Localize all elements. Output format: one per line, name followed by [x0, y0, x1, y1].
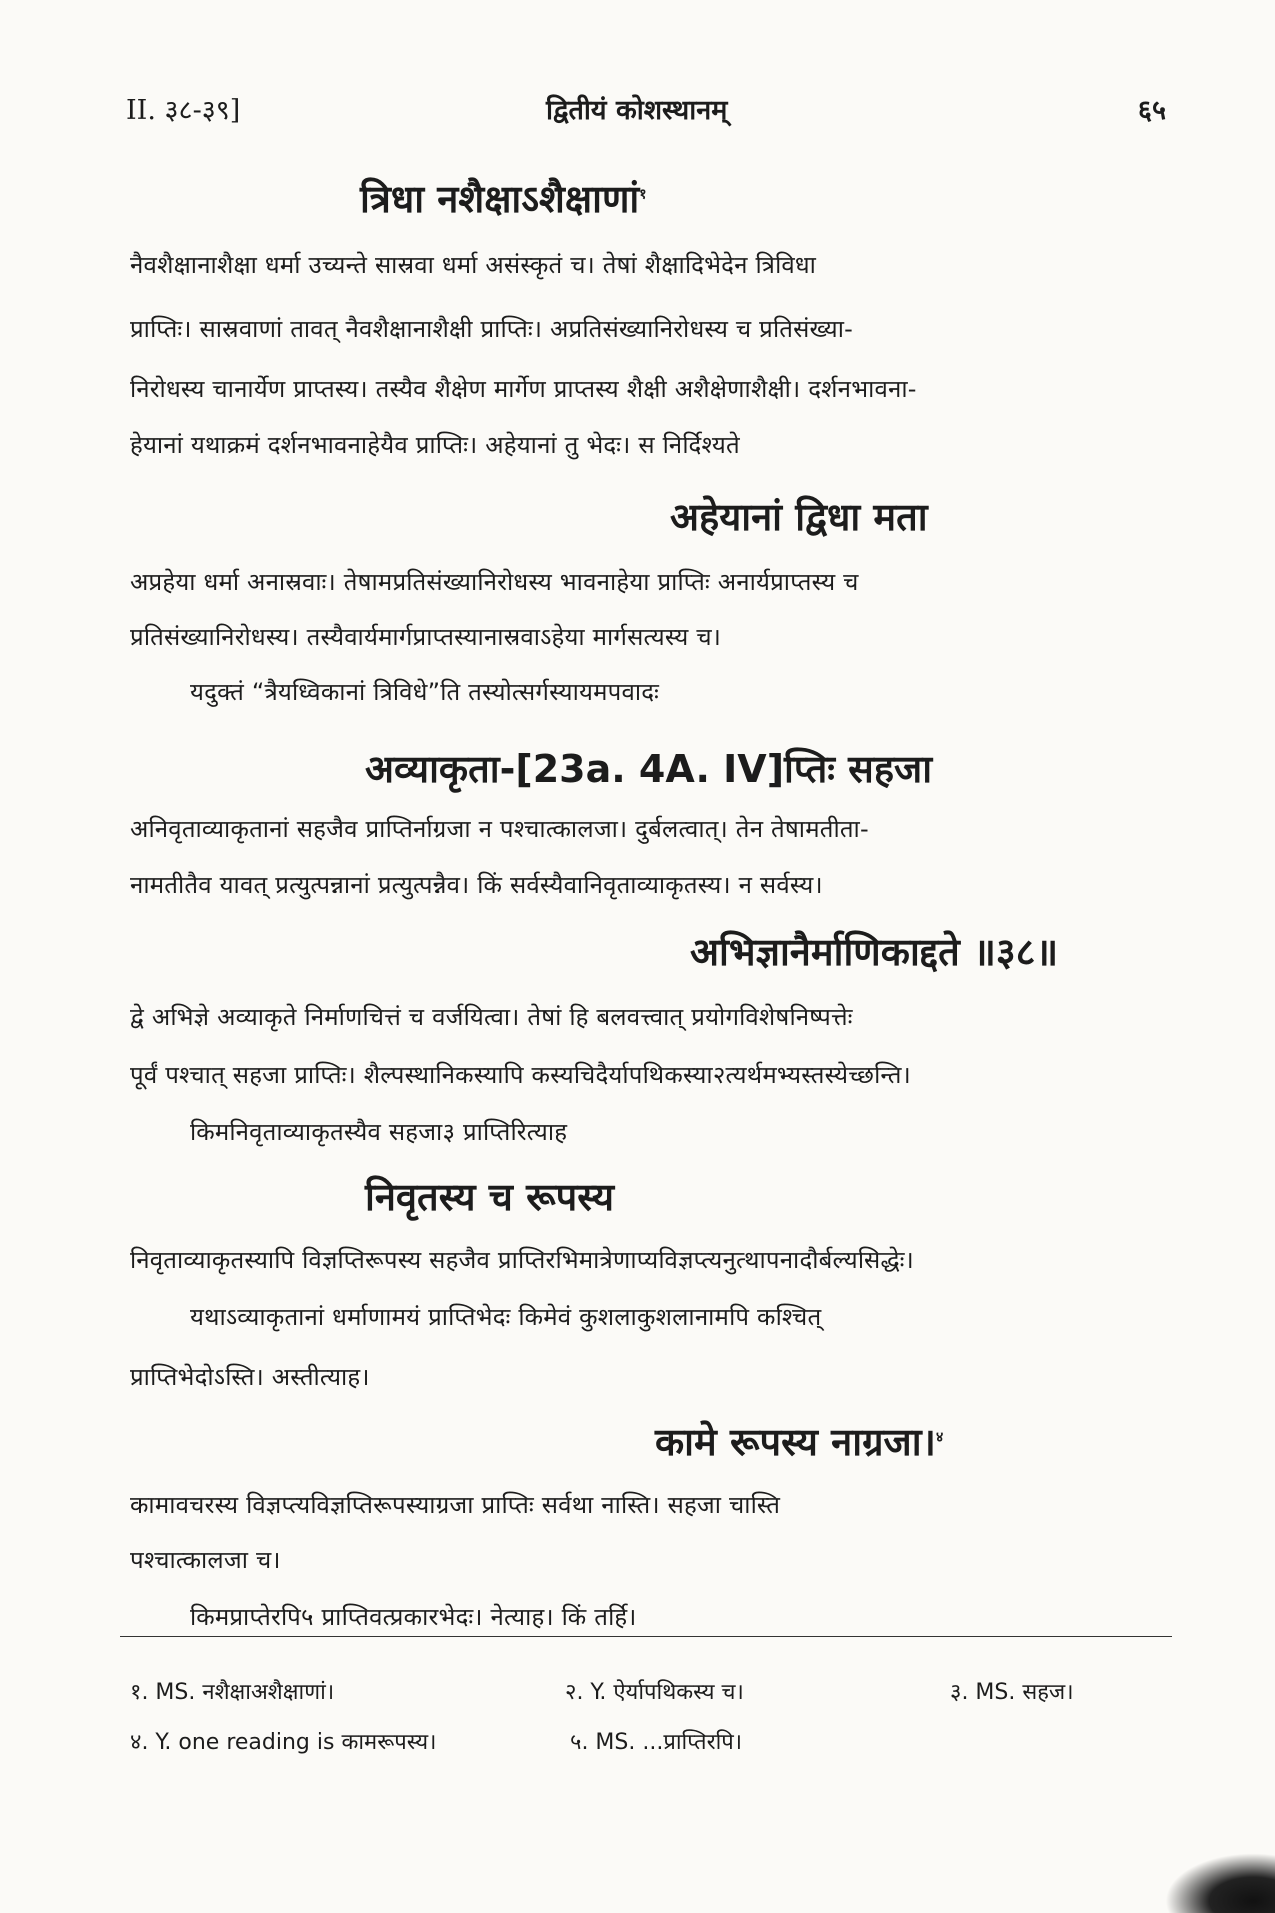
text-line: प्रतिसंख्यानिरोधस्य। तस्यैवार्यमार्गप्राप्तस्यानास्रवाऽहेया मार्गसत्यस्य च। — [130, 623, 722, 651]
text-line: कामावचरस्य विज्ञप्त्यविज्ञप्तिरूपस्याग्रजा प्राप्तिः सर्वथा नास्ति। सहजा चास्ति — [130, 1491, 781, 1519]
text-line: द्वे अभिज्ञे अव्याकृते निर्माणचित्तं च वर्जयित्वा। तेषां हि बलवत्त्वात् प्रयोगविशेषनिष्पत्तेः — [130, 1003, 853, 1031]
verse-text: कामे रूपस्य नाग्रजा। — [655, 1420, 936, 1464]
text-line: निरोधस्य चानार्येण प्राप्तस्य। तस्यैव शैक्षेण मार्गेण प्राप्तस्य शैक्षी अशैक्षेणाशैक्षी। दर्शनभावना- — [130, 375, 917, 403]
header-section-ref: II. ३८-३९] — [126, 95, 241, 126]
header-page-number: ६५ — [1137, 95, 1166, 126]
text-line: नामतीतैव यावत् प्रत्युत्पन्नानां प्रत्युत्पन्नैव। किं सर्वस्यैवानिवृताव्याकृतस्य। न सर्वस्य। — [130, 871, 823, 899]
verse-heading — [360, 172, 647, 224]
footnote: १. MS. नशैक्षाअशैक्षाणां। — [130, 1680, 335, 1705]
text-line: किमनिवृताव्याकृतस्यैव सहजा३ प्राप्तिरित्याह — [190, 1118, 568, 1146]
text-line: प्राप्तिः। सास्रवाणां तावत् नैवशैक्षानाशैक्षी प्राप्तिः। अप्रतिसंख्यानिरोधस्य च प्रतिसंख्या- — [130, 315, 853, 343]
footnote: ५. MS. ...प्राप्तिरपि। — [570, 1730, 743, 1755]
text-line: नैवशैक्षानाशैक्षा धर्मा उच्यन्ते सास्रवा धर्मा असंस्कृतं च। तेषां शैक्षादिभेदेन त्रिविधा — [130, 251, 817, 279]
scan-smudge — [1165, 1853, 1275, 1913]
header-chapter-title: द्वितीयं कोशस्थानम् — [546, 95, 728, 126]
verse-heading: अव्याकृता-[23a. 4A. IV]प्तिः सहजा — [365, 747, 933, 791]
text-line: हेयानां यथाक्रमं दर्शनभावनाहेयैव प्राप्तिः। अहेयानां तु भेदः। स निर्दिश्यते — [130, 431, 740, 459]
text-line: पूर्वं पश्चात् सहजा प्राप्तिः। शैल्पस्थानिकस्यापि कस्यचिदैर्यापथिकस्या२त्यर्थमभ्यस्तस्येच्छन्ति। — [130, 1061, 911, 1089]
footnote: २. Y. ऐर्यापथिकस्य च। — [565, 1680, 744, 1705]
footnote: ३. MS. सहज। — [950, 1680, 1074, 1705]
verse-heading: अभिज्ञानैर्माणिकाद्दते ॥३८॥ — [690, 930, 1059, 974]
text-line: प्राप्तिभेदोऽस्ति। अस्तीत्याह। — [130, 1363, 370, 1391]
text-line: यथाऽव्याकृतानां धर्माणामयं प्राप्तिभेदः किमेवं कुशलाकुशलानामपि कश्चित् — [190, 1303, 822, 1331]
verse-heading: अहेयानां द्विधा मता — [670, 495, 928, 539]
footnote-marker: ४ — [935, 1429, 944, 1446]
running-header — [126, 90, 1166, 140]
text-line: अनिवृताव्याकृतानां सहजैव प्राप्तिर्नाग्रजा न पश्चात्कालजा। दुर्बलत्वात्। तेन तेषामतीता- — [130, 815, 869, 843]
verse-text: त्रिधा नशैक्षाऽशैक्षाणां — [360, 177, 640, 221]
footnote: ४. Y. one reading is कामरूपस्य। — [130, 1730, 437, 1755]
footnote-marker: १ — [639, 186, 647, 203]
text-line: किमप्राप्तेरपि५ प्राप्तिवत्प्रकारभेदः। नेत्याह। किं तर्हि। — [190, 1603, 637, 1631]
verse-heading: निवृतस्य च रूपस्य — [365, 1175, 615, 1219]
footnote-divider — [120, 1636, 1172, 1637]
text-line: निवृताव्याकृतस्यापि विज्ञप्तिरूपस्य सहजैव प्राप्तिरभिमात्रेणाप्यविज्ञप्त्यनुत्थापनादौर्बल्यसिद्धेः। — [130, 1246, 914, 1274]
text-line: अप्रहेया धर्मा अनास्रवाः। तेषामप्रतिसंख्यानिरोधस्य भावनाहेया प्राप्तिः अनार्यप्राप्तस्य च — [130, 568, 859, 596]
text-line: पश्चात्कालजा च। — [130, 1546, 281, 1574]
verse-heading — [655, 1415, 943, 1467]
text-line: यदुक्तं “त्रैयध्विकानां त्रिविधे”ति तस्योत्सर्गस्यायमपवादः — [190, 678, 660, 706]
